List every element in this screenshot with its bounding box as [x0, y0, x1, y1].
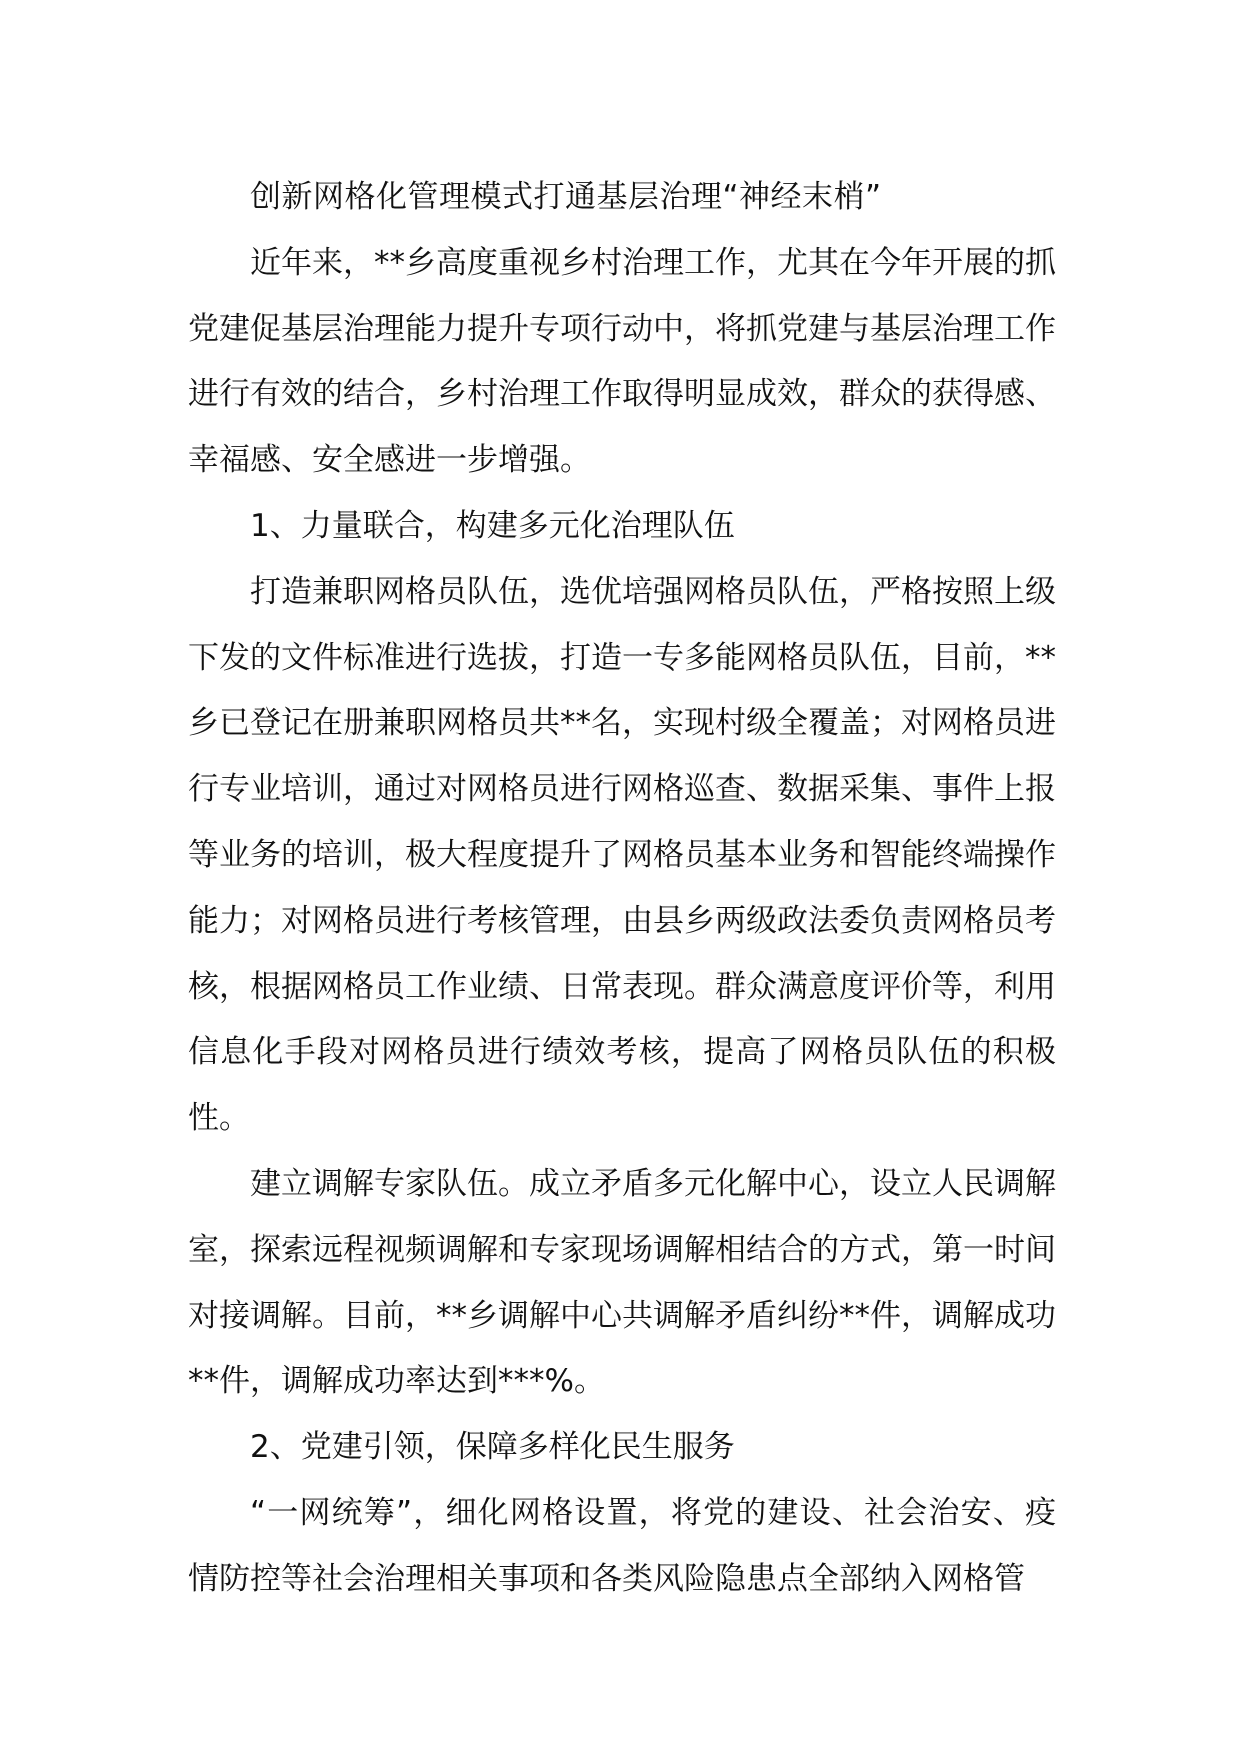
paragraph-grid-planning: “一网统筹”，细化网格设置，将党的建设、社会治安、疫情防控等社会治理相关事项和各类风险隐患点全部纳入网格管	[188, 1494, 1056, 1597]
paragraph-intro: 近年来，**乡高度重视乡村治理工作，尤其在今年开展的抓党建促基层治理能力提升专项行动中，将抓党建与基层治理工作进行有效的结合，乡村治理工作取得明显成效，群众的获得感、幸福感、安全感进一步增强。	[188, 244, 1056, 479]
section-heading-2: 2、党建引领，保障多样化民生服务	[250, 1429, 735, 1466]
document-title: 创新网格化管理模式打通基层治理“神经末梢”	[250, 179, 882, 215]
section-heading-1: 1、力量联合，构建多元化治理队伍	[250, 507, 735, 544]
paragraph-mediation-team: 建立调解专家队伍。成立矛盾多元化解中心，设立人民调解室，探索远程视频调解和专家现场调解相结合的方式，第一时间对接调解。目前，**乡调解中心共调解矛盾纠纷**件，调解成功**件，调解成功率达到***%。	[188, 1165, 1056, 1400]
document-body	[188, 165, 1056, 1613]
paragraph-grid-team: 打造兼职网格员队伍，选优培强网格员队伍，严格按照上级下发的文件标准进行选拔，打造一专多能网格员队伍，目前，**乡已登记在册兼职网格员共**名，实现村级全覆盖；对网格员进行专业培训，通过对网格员进行网格巡查、数据采集、事件上报等业务的培训，极大程度提升了网格员基本业务和智能终端操作能力；对网格员进行考核管理，由县乡两级政法委负责网格员考核，根据网格员工作业绩、日常表现。群众满意度评价等，利用信息化手段对网格员进行绩效考核，提高了网格员队伍的积极性。	[188, 573, 1056, 1137]
